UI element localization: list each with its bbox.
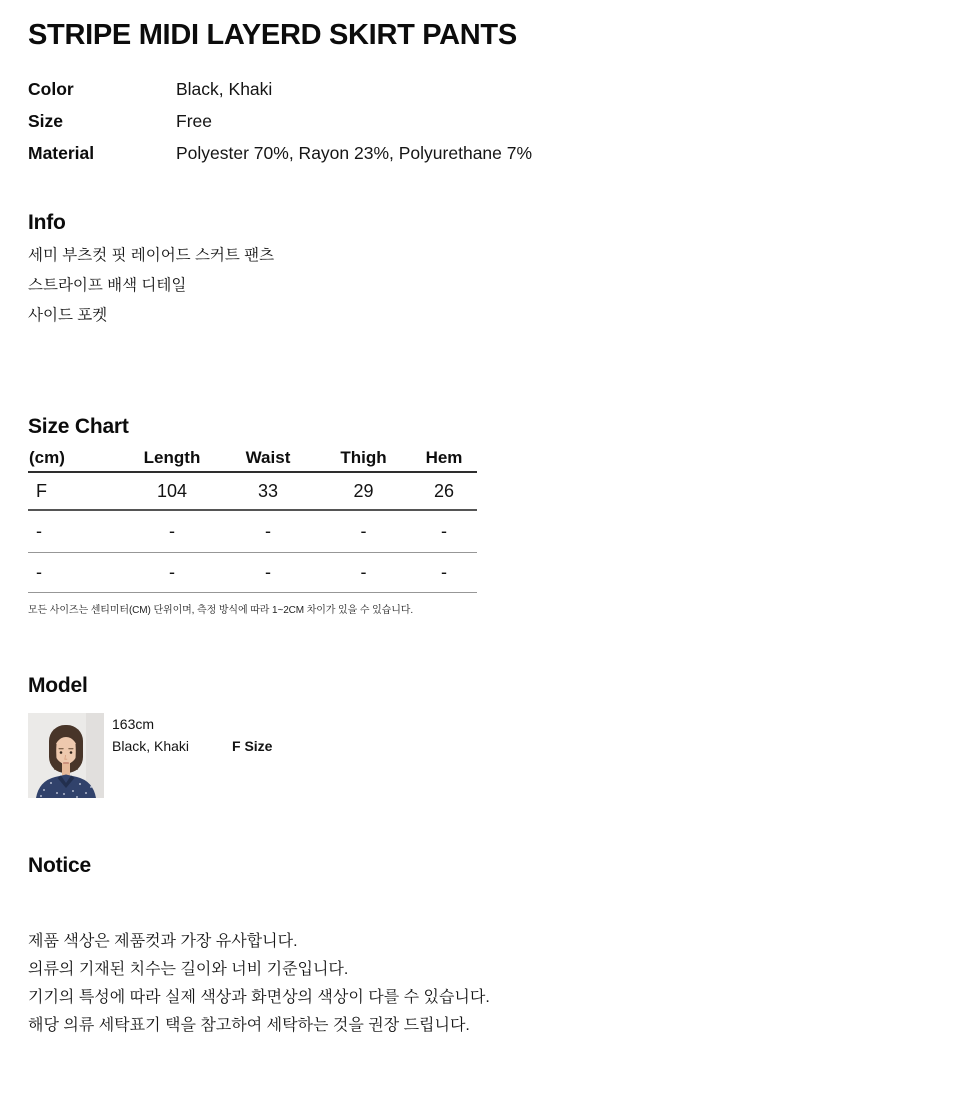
notice-line: 제품 색상은 제품컷과 가장 유사합니다. [28, 932, 298, 950]
model-photo-illustration [28, 713, 104, 798]
waist-cell: - [265, 521, 271, 542]
model-wearing [112, 735, 272, 757]
thigh-cell: - [360, 521, 367, 542]
size-chart-header-row [28, 444, 477, 472]
hem-cell: - [441, 521, 447, 542]
size-row-empty [28, 510, 477, 552]
product-title: STRIPE MIDI LAYERD SKIRT PANTS [28, 19, 517, 51]
spec-value: Free [176, 111, 212, 132]
thigh-cell: - [360, 561, 367, 582]
info-line: 사이드 포켓 [28, 307, 108, 325]
model-height: 163cm [112, 715, 155, 732]
info-lines [28, 241, 930, 331]
model-heading: Model [28, 673, 88, 697]
notice-line: 기기의 특성에 따라 실제 색상과 화면상의 색상이 다를 수 있습니다. [28, 988, 490, 1006]
column-header-hem: Hem [425, 447, 463, 467]
spec-row-material [28, 137, 930, 169]
size-cell: - [36, 521, 42, 542]
spec-row-color [28, 73, 930, 105]
waist-cell: - [265, 561, 271, 582]
length-cell: 104 [156, 480, 188, 501]
length-cell: - [169, 561, 175, 582]
model-row [28, 713, 930, 798]
product-specs [28, 73, 930, 169]
column-header-length: Length [143, 447, 201, 467]
size-chart-table [28, 444, 477, 593]
notice-line: 의류의 기재된 치수는 길이와 너비 기준입니다. [28, 960, 349, 978]
size-chart-section [28, 414, 930, 618]
spec-label: Material [28, 143, 95, 164]
size-cell: - [36, 561, 42, 582]
size-row-empty [28, 552, 477, 592]
notice-section [28, 853, 930, 1040]
spec-row-size [28, 105, 930, 137]
notice-heading: Notice [28, 853, 91, 877]
column-header-waist: Waist [245, 447, 291, 467]
info-heading: Info [28, 211, 66, 235]
spec-label: Size [28, 111, 64, 132]
info-line: 스트라이프 배색 디테일 [28, 277, 187, 295]
spec-label: Color [28, 79, 74, 100]
spec-value: Polyester 70%, Rayon 23%, Polyurethane 7% [176, 143, 533, 164]
notice-lines [28, 928, 930, 1040]
size-chart-note: 모든 사이즈는 센티미터(CM) 단위이며, 측정 방식에 따라 1~2CM 차이가 있을 수 있습니다. [28, 604, 414, 616]
model-photo [28, 713, 104, 798]
size-row-f [28, 472, 477, 510]
hem-cell: - [441, 561, 447, 582]
length-cell: - [169, 521, 175, 542]
spec-value: Black, Khaki [176, 79, 273, 100]
size-chart-heading: Size Chart [28, 415, 129, 439]
hem-cell: 26 [433, 480, 455, 501]
column-header-unit: (cm) [29, 447, 65, 467]
model-meta [112, 713, 272, 798]
info-section [28, 210, 930, 331]
size-cell: F [36, 480, 47, 501]
model-wearing-color: Black, Khaki [112, 737, 190, 754]
column-header-thigh: Thigh [340, 447, 387, 467]
notice-line: 해당 의류 세탁표기 택을 참고하여 세탁하는 것을 권장 드립니다. [28, 1016, 470, 1034]
waist-cell: 33 [257, 480, 279, 501]
thigh-cell: 29 [353, 480, 374, 501]
model-section [28, 673, 930, 798]
info-line: 세미 부츠컷 핏 레이어드 스커트 팬츠 [28, 247, 275, 265]
model-wearing-size: F Size [232, 737, 273, 754]
